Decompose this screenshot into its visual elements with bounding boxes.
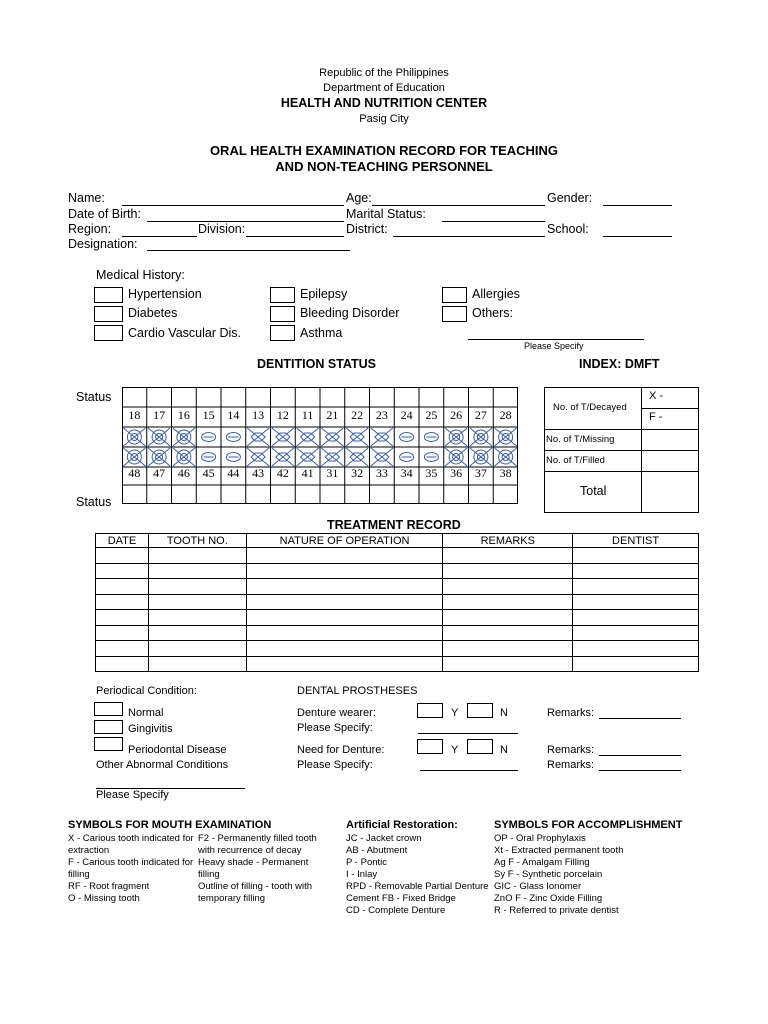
- index-x-label: X -: [649, 390, 664, 402]
- tooth-diagram-icon[interactable]: [371, 428, 393, 446]
- denture-wearer-specify-label: Please Specify:: [297, 722, 373, 734]
- lower-tooth-number: 38: [499, 466, 512, 480]
- lower-tooth-number: 36: [450, 466, 463, 480]
- periodical-title: Periodical Condition:: [96, 685, 197, 697]
- treatment-cell[interactable]: [573, 641, 699, 657]
- lower-tooth-number: 41: [301, 466, 314, 480]
- treatment-cell[interactable]: [246, 563, 443, 579]
- lower-tooth-number: 47: [153, 466, 166, 480]
- restoration-item: Cement FB - Fixed Bridge: [346, 893, 456, 904]
- accomplishment-list: [494, 833, 623, 917]
- tooth-diagram-icon[interactable]: [123, 428, 145, 446]
- treatment-cell[interactable]: [148, 563, 246, 579]
- designation-label: Designation:: [68, 237, 138, 251]
- other-remarks-label: Remarks:: [547, 759, 595, 771]
- header-city: Pasig City: [359, 113, 409, 125]
- tooth-diagram-icon[interactable]: [148, 428, 170, 446]
- others-label: Others:: [472, 306, 513, 320]
- treatment-cell[interactable]: [443, 641, 573, 657]
- others-please-specify: Please Specify: [524, 341, 584, 351]
- tooth-diagram-icon[interactable]: [495, 428, 517, 446]
- normal-checkbox[interactable]: [94, 702, 123, 716]
- treatment-row: [96, 641, 699, 657]
- age-label: Age:: [346, 191, 372, 205]
- accomplishment-item: Xt - Extracted permanent tooth: [494, 845, 624, 856]
- tooth-diagram-icon[interactable]: [202, 433, 216, 442]
- mouth-symbol-line: X - Carious tooth indicated for: [68, 833, 194, 844]
- upper-tooth-number: 26: [450, 408, 463, 422]
- allergies-checkbox[interactable]: [442, 287, 467, 303]
- school-field[interactable]: [603, 236, 672, 237]
- cardio-checkbox[interactable]: [94, 325, 123, 341]
- lower-tooth-number: 46: [177, 466, 190, 480]
- denture-wearer-n-checkbox[interactable]: [467, 703, 493, 718]
- dentition-status-title: DENTITION STATUS: [257, 357, 376, 371]
- artificial-restoration-list: [346, 833, 489, 917]
- others-checkbox[interactable]: [442, 306, 467, 322]
- tooth-diagram-icon[interactable]: [247, 448, 269, 466]
- need-denture-specify-field[interactable]: [420, 770, 518, 771]
- upper-tooth-number: 25: [425, 408, 438, 422]
- treatment-cell[interactable]: [246, 656, 443, 672]
- treatment-cell[interactable]: [96, 625, 149, 641]
- periodontal-label: Periodontal Disease: [128, 744, 227, 756]
- treatment-cell[interactable]: [148, 594, 246, 610]
- upper-tooth-number: 15: [202, 408, 215, 422]
- other-remarks-field[interactable]: [599, 770, 681, 771]
- denture-wearer-label: Denture wearer:: [297, 707, 376, 719]
- periodical-please-specify: Please Specify: [96, 789, 169, 801]
- treatment-cell[interactable]: [148, 625, 246, 641]
- denture-wearer-n-label: N: [500, 707, 508, 719]
- restoration-item: P - Pontic: [346, 857, 388, 868]
- mouth-symbols-title: SYMBOLS FOR MOUTH EXAMINATION: [68, 819, 272, 831]
- lower-tooth-number: 44: [227, 466, 240, 480]
- treatment-cell[interactable]: [96, 610, 149, 626]
- treatment-cell[interactable]: [443, 579, 573, 595]
- lower-tooth-number: 42: [276, 466, 289, 480]
- index-divider-3: [544, 471, 699, 472]
- mouth-symbols-col1: [68, 833, 194, 905]
- school-label: School:: [547, 222, 589, 236]
- tooth-diagram-icon[interactable]: [297, 448, 319, 466]
- denture-wearer-remarks-field[interactable]: [599, 718, 681, 719]
- lower-tooth-number: 37: [474, 466, 487, 480]
- restoration-item: AB - Abutment: [346, 845, 408, 856]
- upper-tooth-number: 12: [276, 408, 289, 422]
- medical-history-title: Medical History:: [96, 268, 185, 282]
- lower-tooth-number: 34: [400, 466, 413, 480]
- header-center: HEALTH AND NUTRITION CENTER: [280, 96, 488, 110]
- accomplishment-item: GIC - Glass Ionomer: [494, 881, 582, 892]
- dob-label: Date of Birth:: [68, 207, 141, 221]
- mouth-symbols-col2: [198, 833, 317, 905]
- division-label: Division:: [198, 222, 246, 236]
- restoration-item: JC - Jacket crown: [346, 833, 422, 844]
- mouth-symbol-line: extraction: [68, 845, 110, 856]
- allergies-label: Allergies: [472, 287, 520, 301]
- treatment-cell[interactable]: [573, 625, 699, 641]
- age-field[interactable]: [372, 205, 545, 206]
- treatment-cell[interactable]: [573, 579, 699, 595]
- hypertension-checkbox[interactable]: [94, 287, 123, 303]
- treatment-cell[interactable]: [246, 579, 443, 595]
- tooth-diagram-icon[interactable]: [173, 448, 195, 466]
- tooth-diagram-icon[interactable]: [226, 433, 240, 442]
- treatment-cell[interactable]: [96, 656, 149, 672]
- index-vertical-divider: [641, 387, 642, 513]
- tooth-diagram-icon[interactable]: [424, 453, 438, 462]
- asthma-label: Asthma: [300, 326, 343, 340]
- upper-tooth-number: 22: [351, 408, 364, 422]
- upper-tooth-number: 28: [499, 408, 512, 422]
- upper-tooth-number: 13: [252, 408, 265, 422]
- epilepsy-label: Epilepsy: [300, 287, 348, 301]
- others-specify-field[interactable]: [468, 339, 644, 340]
- mouth-symbol-line: filling: [198, 869, 220, 880]
- dob-field[interactable]: [147, 221, 344, 222]
- tooth-diagram-icon[interactable]: [400, 433, 414, 442]
- gingivitis-checkbox[interactable]: [94, 720, 123, 734]
- accomplishment-item: ZnO F - Zinc Oxide Filling: [494, 893, 603, 904]
- gingivitis-label: Gingivitis: [128, 723, 173, 735]
- diabetes-checkbox[interactable]: [94, 306, 123, 322]
- treatment-cell[interactable]: [443, 548, 573, 564]
- upper-tooth-number: 16: [177, 408, 190, 422]
- treatment-record-title: TREATMENT RECORD: [327, 518, 461, 532]
- need-denture-n-label: N: [500, 744, 508, 756]
- tooth-diagram-icon[interactable]: [371, 448, 393, 466]
- upper-tooth-number: 27: [474, 408, 487, 422]
- upper-tooth-number: 18: [128, 408, 141, 422]
- treatment-cell[interactable]: [96, 641, 149, 657]
- dentition-chart-svg: [122, 387, 518, 504]
- normal-label: Normal: [128, 707, 164, 719]
- tooth-diagram-icon[interactable]: [148, 448, 170, 466]
- treatment-table: [95, 533, 699, 672]
- gender-label: Gender:: [547, 191, 593, 205]
- upper-tooth-number: 21: [326, 408, 339, 422]
- mouth-symbol-line: filling: [68, 869, 90, 880]
- treatment-cell[interactable]: [246, 548, 443, 564]
- treatment-cell[interactable]: [246, 625, 443, 641]
- tooth-diagram-icon[interactable]: [321, 428, 343, 446]
- treatment-header-dentist: DENTIST: [573, 534, 699, 548]
- tooth-diagram-icon[interactable]: [123, 448, 145, 466]
- artificial-restoration-title: Artificial Restoration:: [346, 819, 458, 831]
- treatment-row: [96, 625, 699, 641]
- treatment-row: [96, 563, 699, 579]
- lower-tooth-number: 43: [252, 466, 265, 480]
- region-label: Region:: [68, 222, 112, 236]
- treatment-row: [96, 594, 699, 610]
- denture-wearer-remarks-label: Remarks:: [547, 707, 595, 719]
- treatment-cell[interactable]: [96, 594, 149, 610]
- treatment-cell[interactable]: [246, 641, 443, 657]
- index-missing-label: No. of T/Missing: [546, 434, 615, 445]
- lower-tooth-number: 32: [351, 466, 364, 480]
- lower-tooth-number: 48: [128, 466, 141, 480]
- accomplishment-item: OP - Oral Prophylaxis: [494, 833, 586, 844]
- restoration-item: RPD - Removable Partial Denture: [346, 881, 489, 892]
- form-title-line2: AND NON-TEACHING PERSONNEL: [275, 159, 493, 174]
- treatment-row: [96, 548, 699, 564]
- mouth-symbol-line: F - Carious tooth indicated for: [68, 857, 194, 868]
- treatment-cell[interactable]: [443, 610, 573, 626]
- denture-wearer-y-checkbox[interactable]: [417, 703, 443, 718]
- upper-tooth-number: 11: [301, 408, 314, 422]
- other-abnormal-label: Other Abnormal Conditions: [96, 759, 229, 771]
- tooth-diagram-icon[interactable]: [226, 453, 240, 462]
- need-denture-specify-label: Please Specify:: [297, 759, 373, 771]
- index-divider-2: [544, 450, 699, 451]
- form-title-line1: ORAL HEALTH EXAMINATION RECORD FOR TEACHING: [209, 143, 559, 158]
- treatment-cell[interactable]: [148, 548, 246, 564]
- treatment-cell[interactable]: [148, 641, 246, 657]
- treatment-cell[interactable]: [96, 563, 149, 579]
- accomplishment-symbols-title: SYMBOLS FOR ACCOMPLISHMENT: [494, 819, 683, 831]
- mouth-symbol-line: temporary filling: [198, 893, 266, 904]
- lower-tooth-number: 31: [326, 466, 339, 480]
- mouth-symbol-line: O - Missing tooth: [68, 893, 140, 904]
- tooth-diagram-icon[interactable]: [400, 453, 414, 462]
- treatment-cell[interactable]: [246, 594, 443, 610]
- gender-field[interactable]: [603, 205, 672, 206]
- treatment-cell[interactable]: [148, 579, 246, 595]
- index-filled-label: No. of T/Filled: [546, 455, 605, 466]
- need-denture-n-checkbox[interactable]: [467, 739, 493, 754]
- treatment-cell[interactable]: [96, 579, 149, 595]
- treatment-cell[interactable]: [443, 563, 573, 579]
- marital-label: Marital Status:: [346, 207, 426, 221]
- treatment-cell[interactable]: [148, 656, 246, 672]
- mouth-symbol-line: Heavy shade - Permanent: [198, 857, 309, 868]
- accomplishment-item: R - Referred to private dentist: [494, 905, 619, 916]
- tooth-diagram-icon[interactable]: [321, 448, 343, 466]
- tooth-diagram-icon[interactable]: [297, 428, 319, 446]
- need-denture-label: Need for Denture:: [297, 744, 385, 756]
- index-divider-xf: [641, 408, 699, 409]
- district-label: District:: [346, 222, 388, 236]
- tooth-diagram-icon[interactable]: [470, 428, 492, 446]
- treatment-cell[interactable]: [573, 610, 699, 626]
- lower-status-label: Status: [76, 495, 112, 509]
- need-denture-remarks-field[interactable]: [599, 755, 681, 756]
- name-field[interactable]: [122, 205, 344, 206]
- hypertension-label: Hypertension: [128, 287, 202, 301]
- marital-field[interactable]: [442, 221, 545, 222]
- district-field[interactable]: [393, 236, 545, 237]
- treatment-row: [96, 579, 699, 595]
- tooth-diagram-icon[interactable]: [424, 433, 438, 442]
- tooth-diagram-icon[interactable]: [445, 448, 467, 466]
- index-dmft-title: INDEX: DMFT: [579, 357, 660, 371]
- treatment-row: [96, 610, 699, 626]
- tooth-diagram-icon[interactable]: [272, 448, 294, 466]
- mouth-symbol-line: with recurrence of decay: [198, 845, 302, 856]
- tooth-diagram-icon[interactable]: [445, 428, 467, 446]
- bleeding-disorder-label: Bleeding Disorder: [300, 306, 400, 320]
- treatment-row: [96, 656, 699, 672]
- treatment-cell[interactable]: [246, 610, 443, 626]
- header-department: Department of Education: [323, 82, 445, 94]
- treatment-header-remarks: REMARKS: [443, 534, 573, 548]
- mouth-symbol-line: RF - Root fragment: [68, 881, 150, 892]
- treatment-cell[interactable]: [573, 548, 699, 564]
- tooth-diagram-icon[interactable]: [247, 428, 269, 446]
- lower-tooth-number: 35: [425, 466, 438, 480]
- tooth-diagram-icon[interactable]: [173, 428, 195, 446]
- treatment-header-date: DATE: [96, 534, 149, 548]
- denture-wearer-y-label: Y: [451, 707, 459, 719]
- restoration-item: CD - Complete Denture: [346, 905, 446, 916]
- treatment-cell[interactable]: [443, 594, 573, 610]
- diabetes-label: Diabetes: [128, 306, 178, 320]
- tooth-diagram-icon[interactable]: [495, 448, 517, 466]
- prostheses-title: DENTAL PROSTHESES: [297, 685, 418, 697]
- header-republic: Republic of the Philippines: [319, 67, 449, 79]
- epilepsy-checkbox[interactable]: [270, 287, 295, 303]
- treatment-cell[interactable]: [573, 563, 699, 579]
- accomplishment-item: Ag F - Amalgam Filling: [494, 857, 590, 868]
- accomplishment-item: Sy F - Synthetic porcelain: [494, 869, 603, 880]
- need-denture-y-label: Y: [451, 744, 459, 756]
- upper-tooth-number: 14: [227, 408, 240, 422]
- index-total-label: Total: [580, 484, 607, 498]
- index-f-label: F -: [649, 411, 663, 423]
- mouth-symbol-line: Outline of filling - tooth with: [198, 881, 313, 892]
- tooth-diagram-icon[interactable]: [272, 428, 294, 446]
- lower-tooth-number: 45: [202, 466, 215, 480]
- denture-wearer-specify-field[interactable]: [418, 733, 518, 734]
- cardio-label: Cardio Vascular Dis.: [128, 326, 242, 340]
- treatment-header-tooth: TOOTH NO.: [148, 534, 246, 548]
- index-decayed-label: No. of T/Decayed: [553, 402, 627, 413]
- treatment-cell[interactable]: [443, 625, 573, 641]
- asthma-checkbox[interactable]: [270, 325, 295, 341]
- need-denture-remarks-label: Remarks:: [547, 744, 595, 756]
- treatment-cell[interactable]: [573, 656, 699, 672]
- tooth-diagram-icon[interactable]: [346, 448, 368, 466]
- tooth-diagram-icon[interactable]: [202, 453, 216, 462]
- upper-status-label: Status: [76, 390, 112, 404]
- lower-tooth-number: 33: [375, 466, 388, 480]
- name-label: Name:: [68, 191, 105, 205]
- mouth-symbol-line: F2 - Permanently filled tooth: [198, 833, 317, 844]
- treatment-cell[interactable]: [573, 594, 699, 610]
- treatment-header-nature: NATURE OF OPERATION: [246, 534, 443, 548]
- treatment-cell[interactable]: [96, 548, 149, 564]
- designation-field[interactable]: [147, 250, 350, 251]
- treatment-cell[interactable]: [443, 656, 573, 672]
- index-divider-1: [544, 429, 699, 430]
- bleeding-disorder-checkbox[interactable]: [270, 306, 295, 322]
- division-field[interactable]: [246, 236, 344, 237]
- periodontal-checkbox[interactable]: [94, 737, 123, 751]
- upper-tooth-number: 17: [153, 408, 166, 422]
- treatment-cell[interactable]: [148, 610, 246, 626]
- restoration-item: I - Inlay: [346, 869, 378, 880]
- tooth-diagram-icon[interactable]: [346, 428, 368, 446]
- upper-tooth-number: 24: [400, 408, 413, 422]
- need-denture-y-checkbox[interactable]: [417, 739, 443, 754]
- upper-tooth-number: 23: [375, 408, 388, 422]
- tooth-diagram-icon[interactable]: [470, 448, 492, 466]
